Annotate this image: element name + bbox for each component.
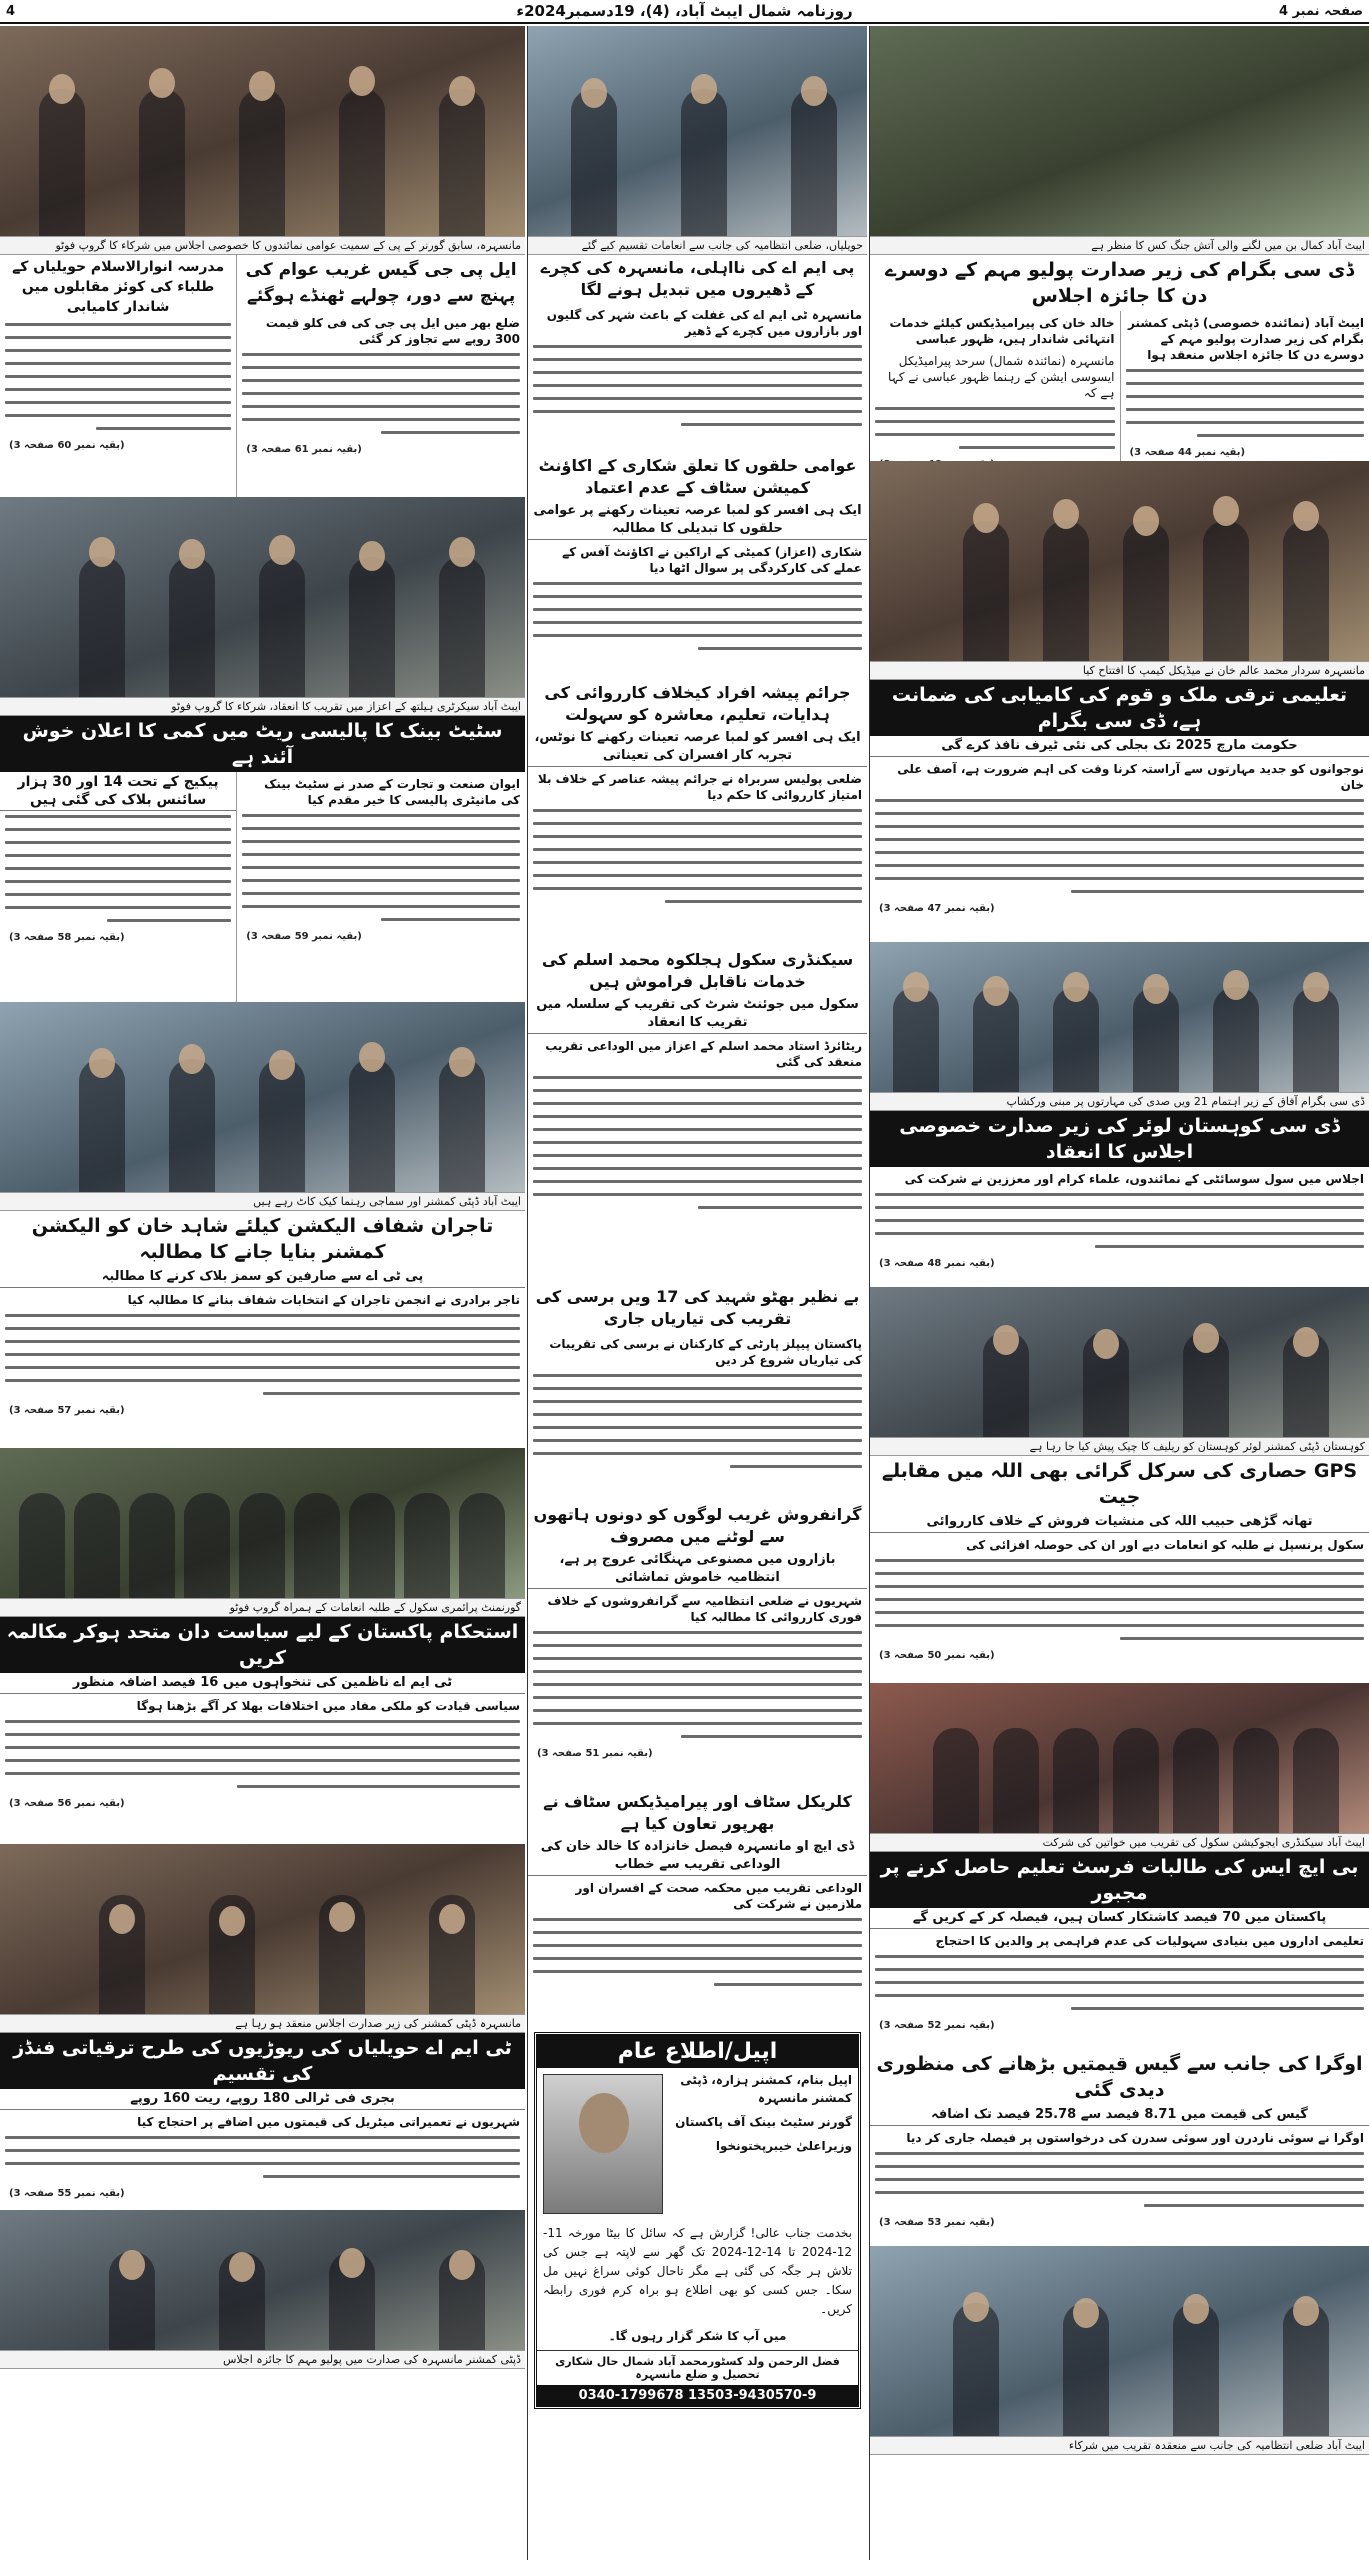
story-block [870, 311, 1369, 461]
photo-caption: ڈپٹی کمشنر مانسہرہ کی صدارت میں پولیو مہم کا جائزہ اجلاس [0, 2350, 525, 2369]
story-text: خالد خان کی پیرامیڈیکس کیلئے خدمات انتہائی شاندار ہیں، ظہور عباسی مانسہرہ (نمائندہ شمال) سرحد پیرامیڈیکل ایسوسی ایشن کے رہنما ظہور عباسی نے کہا ہے کہ [870, 311, 1120, 461]
photo-group [0, 26, 525, 236]
photo-polio-meeting [0, 2210, 525, 2350]
subhead: ایک ہی افسر کو لمبا عرصہ تعینات رکھنے پر عوامی حلقوں کا تبدیلی کا مطالبہ [528, 501, 867, 540]
photo-caption: ایبٹ آباد سیکرٹری ہیلتھ کے اعزاز میں تقریب کا انعقاد، شرکاء کا گروپ فوٹو [0, 697, 525, 716]
headline: ڈی سی بگرام کی زیر صدارت پولیو مہم کے دوسرے دن کا جائزہ اجلاس [885, 259, 1354, 307]
photo-caption: ایبٹ آباد ضلعی انتظامیہ کی جانب سے منعقدہ تقریب میں شرکاء [870, 2436, 1369, 2455]
ad-address: وزیراعلیٰ خیبرپختونخوا [715, 2139, 852, 2153]
photo-relief-cheque [870, 1287, 1369, 1437]
story-text: ایوان صنعت و تجارت کے صدر نے سٹیٹ بینک کی مانیٹری پالیسی کا خیر مقدم کیا (بقیہ نمبر 59 صفحہ 3) [236, 772, 525, 1002]
ad-body: بخدمت جناب عالی! گزارش ہے کہ سائل کا بیٹا مورخہ 11-12-2024 تا 14-12-2024 تک گھر سے لاپتہ ہے جس کی تلاش ہر جگہ کی گئی ہے مگر تاحال کوئی سراغ نہیں مل سکا۔ جس کسی کو بھی اطلاع ہو براہ کرم فوری رابطہ کریں۔ [543, 2226, 853, 2316]
story-text: سیاسی قیادت کو ملکی مفاد میں اختلافات بھلا کر آگے بڑھنا ہوگا (بقیہ نمبر 56 صفحہ 3) [0, 1694, 525, 1844]
photo-cake-cutting [0, 1002, 525, 1192]
photo-workshop [870, 942, 1369, 1092]
headline: کلریکل سٹاف اور پیرامیڈیکس سٹاف نے بھرپور تعاون کیا ہے [543, 1792, 852, 1833]
story-text: الوداعی تقریب میں محکمہ صحت کے افسران اور ملازمین نے شرکت کی [528, 1876, 867, 2026]
story-text: (بقیہ نمبر 58 صفحہ 3) [0, 811, 236, 1001]
photo-caption: ایبٹ آباد کمال بن میں لگنے والی آتش جنگ کس کا منظر ہے [870, 236, 1369, 255]
photo-caption: مانسہرہ، سابق گورنر کے پی کے سمیت عوامی نمائندوں کا خصوصی اجلاس میں شرکاء کا گروپ فوٹو [0, 236, 525, 255]
subhead: بجری فی ٹرالی 180 روپے، ریت 160 روپے [0, 2089, 525, 2110]
page-label: صفحہ نمبر 4 [1279, 3, 1363, 19]
photo-health-ceremony [0, 497, 525, 697]
headline: بی ایچ ایس کی طالبات فرسٹ تعلیم حاصل کرنے پر مجبور [870, 1852, 1369, 1908]
ad-address: گورنر سٹیٹ بینک آف پاکستان [675, 2115, 852, 2129]
masthead-title: روزنامہ شمال ایبٹ آباد، (4)، 19دسمبر2024ء [516, 2, 853, 20]
subhead: حکومت مارچ 2025 تک بجلی کی نئی ٹیرف نافذ کرے گی [870, 736, 1369, 757]
story-block [0, 255, 525, 497]
headline: ایل پی جی گیس غریب عوام کی پہنچ سے دور، چولہے ٹھنڈے ہوگئے [245, 260, 517, 306]
photo-caption: گورنمنٹ پرائمری سکول کے طلبہ انعامات کے ہمراہ گروپ فوٹو [0, 1598, 525, 1617]
photo-caption: کوہستان ڈپٹی کمشنر لوئر کوہستان کو ریلیف کا چیک پیش کیا جا رہا ہے [870, 1437, 1369, 1456]
middle-column [527, 26, 867, 2560]
ad-title: اپیل/اطلاع عام [537, 2035, 858, 2068]
story-text: ریٹائرڈ استاد محمد اسلم کے اعزاز میں الوداعی تقریب منعقد کی گئی [528, 1034, 867, 1284]
photo-caption: مانسہرہ سردار محمد عالم خان نے میڈیکل کیمپ کا افتتاح کیا [870, 661, 1369, 680]
story-text: ضلعی پولیس سربراہ نے جرائم پیشہ عناصر کے خلاف بلا امتیاز کارروائی کا حکم دیا [528, 767, 867, 947]
public-notice-ad [534, 2032, 861, 2409]
ad-thanks: میں آپ کا شکر گزار رہوں گا۔ [608, 2329, 787, 2343]
ad-address: اپیل بنام، کمشنر ہزارہ، ڈپٹی کمشنر مانسہرہ [680, 2073, 852, 2105]
photo-caption: ڈی سی بگرام آفاق کے زیر اہتمام 21 ویں صدی کی مہارتوں پر مبنی ورکشاپ [870, 1092, 1369, 1111]
story-text: پاکستان پیپلز پارٹی کے کارکنان نے برسی کی تقریبات کی تیاریاں شروع کر دیں [528, 1332, 867, 1502]
ad-phone: 0340-1799678 13503-9430570-9 [537, 2385, 858, 2406]
photo-medical-camp [870, 461, 1369, 661]
photo-students [0, 1448, 525, 1598]
story-text: شکاری (اعزاز) کمیٹی کے اراکین نے اکاؤنٹ آفس کے عملے کی کارکردگی پر سوال اٹھا دیا [528, 540, 867, 680]
headline: سٹیٹ بینک کا پالیسی ریٹ میں کمی کا اعلان خوش آئند ہے [0, 716, 525, 772]
headline: سیکنڈری سکول ہجلکوہ محمد اسلم کی خدمات ناقابل فراموش ہیں [541, 950, 854, 991]
headline: جرائم پیشہ افراد کیخلاف کارروائی کی ہدایات، تعلیم، معاشرہ کو سہولت [544, 683, 851, 724]
story-text: ضلع بھر میں ایل پی جی کی فی کلو قیمت 300 روپے سے تجاوز کر گئی (بقیہ نمبر 61 صفحہ 3) [237, 311, 525, 481]
photo-caption: ایبٹ آباد ڈپٹی کمشنر اور سماجی رہنما کیک کاٹ رہے ہیں [0, 1192, 525, 1211]
story-text: شہریوں نے تعمیراتی میٹریل کی قیمتوں میں اضافے پر احتجاج کیا (بقیہ نمبر 55 صفحہ 3) [0, 2110, 525, 2210]
story-text: اوگرا نے سوئی ناردرن اور سوئی سدرن کی درخواستوں پر فیصلہ جاری کر دیا (بقیہ نمبر 53 صفحہ 3) [870, 2126, 1369, 2246]
subhead: ایک ہی افسر کو لمبا عرصہ تعینات رکھنے کا نوٹس، تجربہ کار افسران کی تعیناتی [528, 728, 867, 767]
headline: پی ایم اے کی نااہلی، مانسہرہ کی کچرے کے ڈھیروں میں تبدیل ہونے لگا [540, 258, 855, 299]
story-text: تعلیمی اداروں میں بنیادی سہولیات کی عدم فراہمی پر والدین کا احتجاج (بقیہ نمبر 52 صفحہ 3) [870, 1929, 1369, 2049]
headline: اوگرا کی جانب سے گیس قیمتیں بڑھانے کی منظوری دیدی گئی [876, 2053, 1363, 2101]
headline: بے نظیر بھٹو شہید کی 17 ویں برسی کی تقریب کی تیاریاں جاری [535, 1287, 860, 1328]
photo-event [870, 2246, 1369, 2436]
subhead: پی ٹی اے سے صارفین کو سمز بلاک کرنے کا مطالبہ [0, 1267, 525, 1288]
headline: مدرسہ انوارالاسلام حویلیاں کے طلباء کی کوئز مقابلوں میں شاندار کامیابی [12, 259, 225, 315]
page-number: 4 [6, 3, 16, 19]
story-text: ایبٹ آباد (نمائندہ خصوصی) ڈپٹی کمشنر بگرام کی زیر صدارت پولیو مہم کے دوسرے دن کا جائزہ اجلاس منعقد ہوا (بقیہ نمبر 44 صفحہ 3) [1120, 311, 1369, 461]
subhead: تھانہ گڑھی حبیب اللہ کی منشیات فروش کے خلاف کارروائی [870, 1512, 1369, 1533]
ad-footer: فضل الرحمن ولد کسٹورمحمد آباد شمال حال شکاری تحصیل و ضلع مانسہرہ [537, 2350, 858, 2385]
headline: ٹی ایم اے حویلیاں کی ریوڑیوں کی طرح ترقیاتی فنڈز کی تقسیم [0, 2033, 525, 2089]
headline: ڈی سی کوہستان لوئر کی زیر صدارت خصوصی اجلاس کا انعقاد [870, 1111, 1369, 1167]
subhead: ٹی ایم اے ناظمین کی تنخواہوں میں 16 فیصد اضافہ منظور [0, 1673, 525, 1694]
subhead: سکول میں جوئنٹ شرٹ کی تقریب کے سلسلہ میں تقریب کا انعقاد [528, 995, 867, 1034]
story-text: سکول پرنسپل نے طلبہ کو انعامات دیے اور ان کی حوصلہ افزائی کی (بقیہ نمبر 50 صفحہ 3) [870, 1533, 1369, 1683]
photo-meeting [0, 1844, 525, 2014]
headline: استحکام پاکستان کے لیے سیاست دان متحد ہوکر مکالمہ کریں [0, 1617, 525, 1673]
photo-caption: مانسہرہ ڈپٹی کمشنر کی زیر صدارت اجلاس منعقد ہو رہا ہے [0, 2014, 525, 2033]
photo-award [528, 26, 867, 236]
subhead: بازاروں میں مصنوعی مہنگائی عروج پر ہے، انتظامیہ خاموش تماشائی [528, 1550, 867, 1589]
photo-caption: حویلیاں، ضلعی انتظامیہ کی جانب سے انعامات تقسیم کیے گئے [528, 236, 867, 255]
headline: GPS حصاری کی سرکل گرائی بھی اللہ میں مقابلے جیت [881, 1460, 1358, 1508]
headline: عوامی حلقوں کا تعلق شکاری کے اکاؤنٹ کمیشن سٹاف کے عدم اعتماد [538, 456, 857, 497]
subhead: گیس کی قیمت میں 8.71 فیصد سے 25.78 فیصد تک اضافہ [870, 2105, 1369, 2126]
story-text: مانسہرہ ٹی ایم اے کی غفلت کے باعث شہر کی گلیوں اور بازاروں میں کچرے کے ڈھیر [528, 303, 867, 453]
headline: تعلیمی ترقی ملک و قوم کی کامیابی کی ضمانت ہے، ڈی سی بگرام [870, 680, 1369, 736]
photo-school-ceremony [870, 1683, 1369, 1833]
story-text: اجلاس میں سول سوسائٹی کے نمائندوں، علماء کرام اور معززین نے شرکت کی (بقیہ نمبر 48 صفحہ 3) [870, 1167, 1369, 1287]
story-text: تاجر برادری نے انجمن تاجران کے انتخابات شفاف بنانے کا مطالبہ کیا (بقیہ نمبر 57 صفحہ 3) [0, 1288, 525, 1448]
left-column [0, 26, 525, 2560]
story-text: (بقیہ نمبر 60 صفحہ 3) [0, 319, 236, 497]
headline: تاجران شفاف الیکشن کیلئے شاہد خان کو الیکشن کمشنر بنایا جانے کا مطالبہ [31, 1215, 494, 1263]
masthead [0, 0, 1369, 24]
story-text: نوجوانوں کو جدید مہارتوں سے آراستہ کرنا وقت کی اہم ضرورت ہے، آصف علی خان (بقیہ نمبر 47 صفحہ 3) [870, 757, 1369, 942]
newspaper-page [0, 26, 1369, 2560]
subhead: ڈی ایچ او مانسہرہ فیصل خانزادہ کا خالد خان کی الوداعی تقریب سے خطاب [528, 1837, 867, 1876]
story-block [0, 772, 525, 1002]
subhead: پیکیج کے تحت 14 اور 30 ہزار سائنس بلاک کی گئی ہیں [0, 772, 236, 811]
right-column [869, 26, 1369, 2560]
headline: گرانفروش غریب لوگوں کو دونوں ہاتھوں سے لوٹنے میں مصروف [533, 1505, 862, 1546]
story-text: شہریوں نے ضلعی انتظامیہ سے گرانفروشوں کے خلاف فوری کارروائی کا مطالبہ کیا (بقیہ نمبر 51 صفحہ 3) [528, 1589, 867, 1789]
photo-caption: ایبٹ آباد سیکنڈری ایجوکیشن سکول کی تقریب میں خواتین کی شرکت [870, 1833, 1369, 1852]
missing-person-photo [543, 2074, 663, 2214]
subhead: پاکستان میں 70 فیصد کاشتکار کسان ہیں، فیصلہ کر کے کریں گے [870, 1908, 1369, 1929]
photo-fire-scene [870, 26, 1369, 236]
